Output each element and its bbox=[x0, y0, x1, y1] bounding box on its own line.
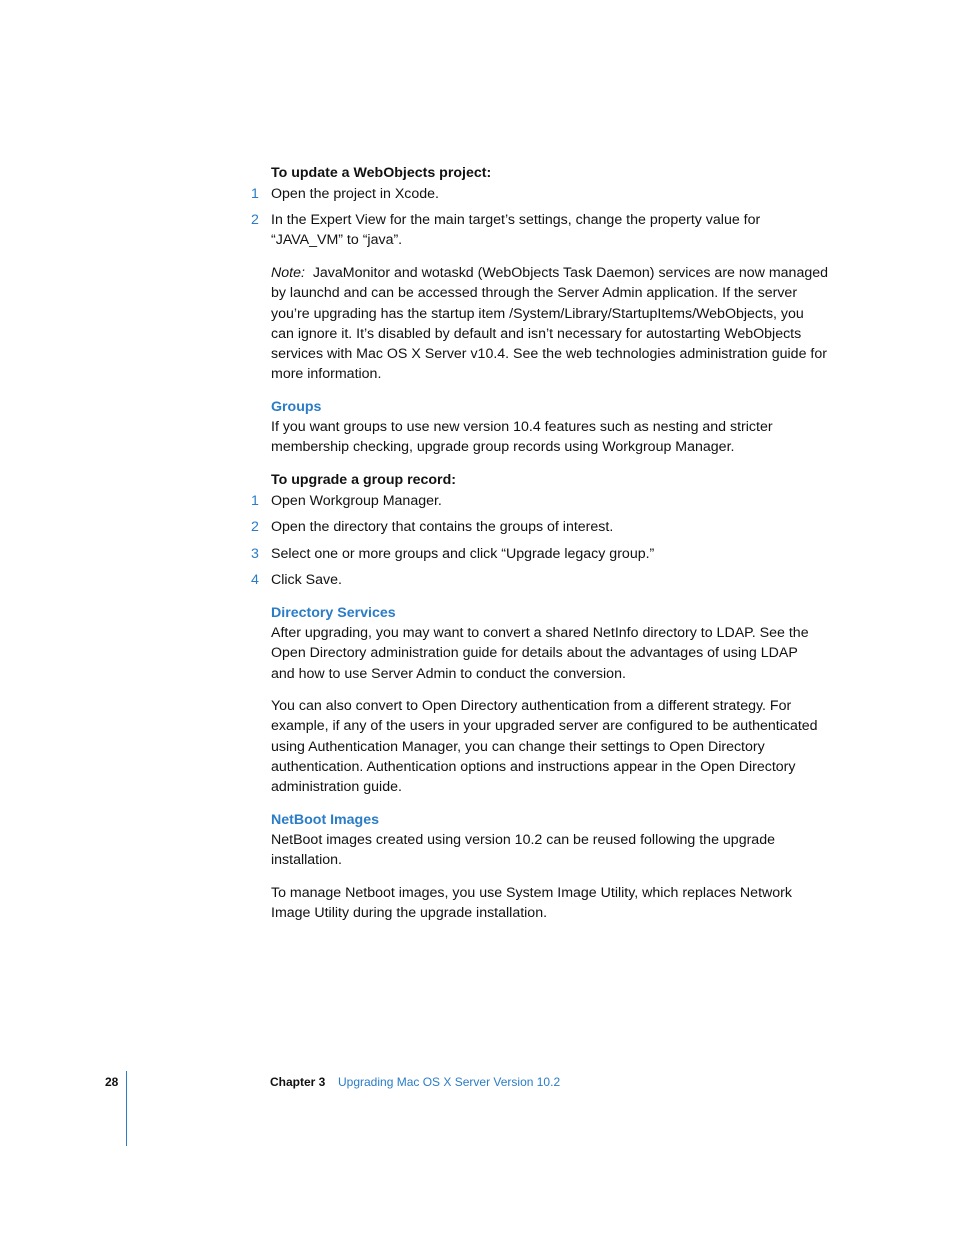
step-text bbox=[271, 210, 831, 251]
paragraph-line: membership checking, upgrade group records using Workgroup Manager. bbox=[271, 439, 735, 456]
step-text: Open the directory that contains the groups of interest. bbox=[271, 519, 614, 535]
step-number: 2 bbox=[251, 212, 259, 228]
step-number: 2 bbox=[251, 519, 259, 535]
task-heading-upgrade-group: To upgrade a group record: bbox=[271, 472, 456, 488]
note-line: you’re upgrading has the startup item /System/Library/StartupItems/WebObjects, you bbox=[271, 305, 804, 322]
step-number: 1 bbox=[251, 186, 259, 202]
step-text-line: In the Expert View for the main target’s settings, change the property value for bbox=[271, 212, 761, 228]
paragraph-line: installation. bbox=[271, 852, 342, 869]
note-block bbox=[271, 263, 831, 385]
paragraph bbox=[271, 883, 831, 924]
step-text-line: “JAVA_VM” to “java”. bbox=[271, 232, 403, 249]
paragraph-line: You can also convert to Open Directory authentication from a different strategy. For bbox=[271, 698, 792, 714]
page-number: 28 bbox=[105, 1075, 119, 1089]
section-heading-directory-services: Directory Services bbox=[271, 605, 396, 621]
step-text: Open Workgroup Manager. bbox=[271, 493, 442, 509]
step-number: 1 bbox=[251, 493, 259, 509]
note-line: by launchd and can be accessed through the Server Admin application. If the server bbox=[271, 285, 798, 302]
section-heading-groups: Groups bbox=[271, 399, 322, 415]
paragraph-line: Image Utility during the upgrade installation. bbox=[271, 905, 548, 922]
paragraph bbox=[271, 830, 831, 871]
paragraph bbox=[271, 623, 831, 684]
note-line: more information. bbox=[271, 366, 382, 383]
paragraph-line: using Authentication Manager, you can change their settings to Open Directory bbox=[271, 738, 765, 755]
step-number: 4 bbox=[251, 572, 259, 588]
footer-divider bbox=[126, 1071, 127, 1146]
paragraph bbox=[271, 417, 831, 458]
paragraph-line: After upgrading, you may want to convert a shared NetInfo directory to LDAP. See the bbox=[271, 625, 809, 641]
paragraph-line: authentication. Authentication options and instructions appear in the Open Directory bbox=[271, 758, 796, 775]
footer-chapter: Chapter 3 bbox=[270, 1075, 326, 1089]
paragraph bbox=[271, 696, 831, 797]
note-line bbox=[271, 263, 831, 283]
step-number: 3 bbox=[251, 546, 259, 562]
section-heading-netboot-images: NetBoot Images bbox=[271, 812, 379, 828]
paragraph-line: example, if any of the users in your upgraded server are configured to be authenticated bbox=[271, 718, 818, 735]
note-line: services with Mac OS X Server v10.4. See the web technologies administration guide for bbox=[271, 346, 827, 363]
paragraph-line: Open Directory administration guide for details about the advantages of using LDAP bbox=[271, 645, 798, 662]
task-heading-update-project: To update a WebObjects project: bbox=[271, 165, 492, 181]
note-text: JavaMonitor and wotaskd (WebObjects Task Daemon) services are now managed bbox=[312, 265, 829, 281]
paragraph-line: NetBoot images created using version 10.2 can be reused following the upgrade bbox=[271, 832, 775, 848]
note-line: can ignore it. It’s disabled by default and isn’t necessary for autostarting WebObjects bbox=[271, 325, 802, 342]
note-label: Note: bbox=[271, 265, 305, 281]
footer-chapter-title: Upgrading Mac OS X Server Version 10.2 bbox=[338, 1075, 561, 1089]
paragraph-line: To manage Netboot images, you use System Image Utility, which replaces Network bbox=[271, 885, 792, 901]
step-text: Select one or more groups and click “Upgrade legacy group.” bbox=[271, 546, 655, 562]
step-text: Click Save. bbox=[271, 572, 342, 588]
paragraph-line: If you want groups to use new version 10.4 features such as nesting and stricter bbox=[271, 419, 773, 435]
step-text: Open the project in Xcode. bbox=[271, 186, 439, 202]
paragraph-line: and how to use Server Admin to conduct the conversion. bbox=[271, 665, 626, 682]
paragraph-line: administration guide. bbox=[271, 779, 402, 796]
